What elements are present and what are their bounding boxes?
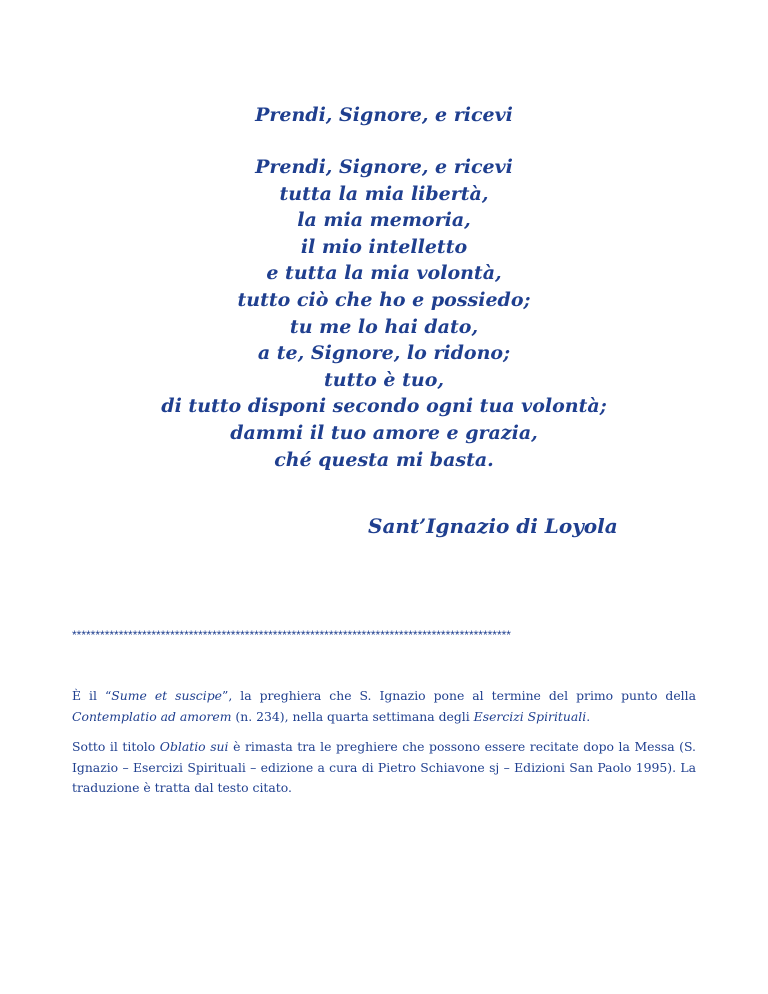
poem-title: Prendi, Signore, e ricevi	[255, 104, 513, 126]
note-italic-title: Oblatio sui	[159, 739, 229, 754]
poem-line: tu me lo hai dato,	[289, 315, 479, 338]
note-text: ”, la preghiera che S. Ignazio pone al termine del primo punto della	[221, 688, 696, 703]
poem-body	[0, 154, 768, 473]
note-italic-title: Sume et suscipe	[111, 688, 222, 703]
poem-line: ché questa mi basta.	[274, 448, 494, 471]
poem-line: il mio intelletto	[300, 235, 468, 258]
poem-line: tutto è tuo,	[323, 368, 444, 391]
note-text: È il “	[72, 688, 112, 703]
note-text: è rimasta tra le preghiere che possono essere recitate dopo la Messa (S. Ignazio – Esercizi Spirituali – edizione a cura di Pietro Schiavone sj – Edizioni San Paolo 1995). La traduzione è tratta dal testo citato.	[72, 739, 696, 795]
poem-line: Prendi, Signore, e ricevi	[255, 156, 513, 178]
poem-line: a te, Signore, lo ridono;	[257, 342, 511, 365]
poem-line: e tutta la mia volontà,	[266, 262, 502, 285]
note-text: Sotto il titolo	[72, 739, 160, 754]
poem-line: la mia memoria,	[297, 209, 471, 232]
poem-line: tutta la mia libertà,	[279, 182, 489, 205]
poem-author: Sant’Ignazio di Loyola	[368, 514, 618, 538]
notes-section	[72, 686, 696, 809]
note-italic-title: Esercizi Spirituali	[473, 708, 587, 724]
poem-line: dammi il tuo amore e grazia,	[230, 421, 538, 444]
note-italic-title: Contemplatio ad amorem	[72, 708, 232, 724]
poem-line: di tutto disponi secondo ogni tua volontà;	[161, 395, 607, 418]
note-text: (n. 234), nella quarta settimana degli	[231, 708, 474, 724]
poem-line: tutto ciò che ho e possiedo;	[237, 288, 531, 311]
note-paragraph-1	[72, 686, 696, 727]
note-text: .	[586, 708, 591, 724]
separator-line: **********************************************************************************************	[72, 628, 511, 642]
note-paragraph-2	[72, 737, 696, 799]
